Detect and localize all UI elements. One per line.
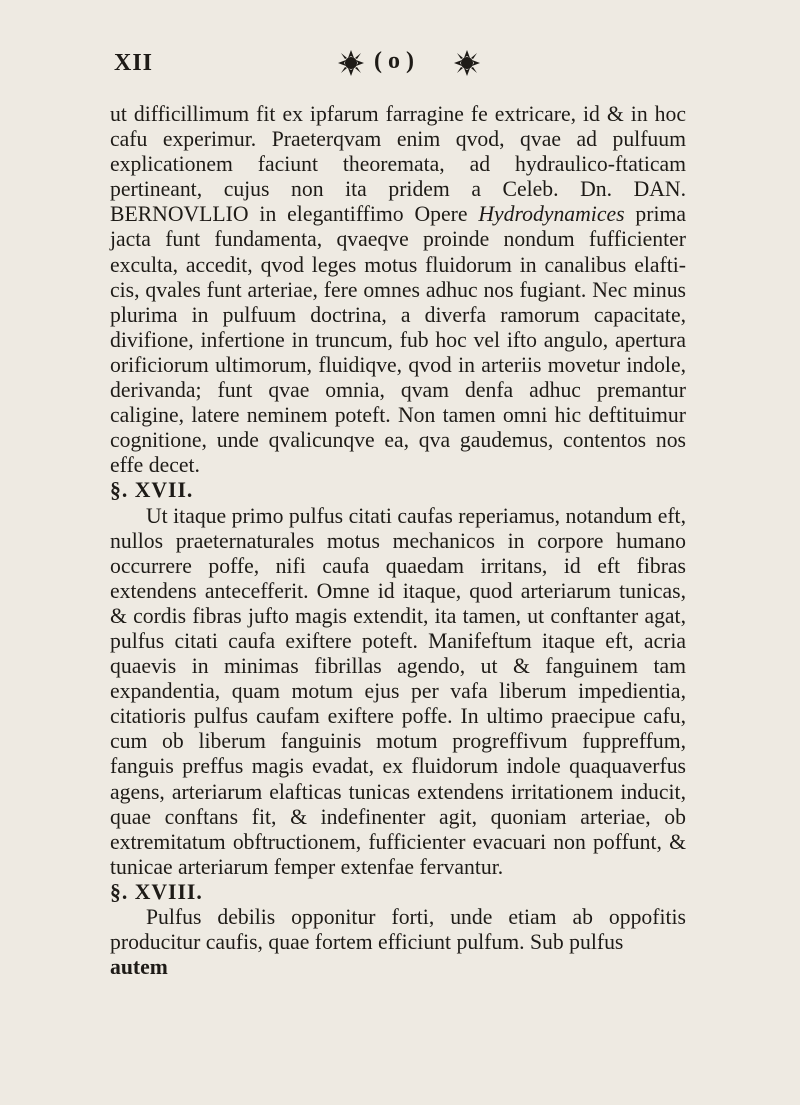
page-header [0, 44, 800, 84]
section-heading: §. XVIII. [110, 879, 203, 904]
paragraph: Ut itaque primo pulfus citati caufas reperiamus, notandum eft, nullos praeternaturales motus mechanicos in corpore humano occurrere poffe, nifi caufa quaedam irritans, id eft fibras extendens antecefferit. Omne id itaque, quod arteriarum tunicas, & cordis fibras jufto magis extendit, ita tamen, ut conftanter agat, pulfus citati caufa exiftere poteft. Manifeftum itaque eft, acria quaevis in minimas fibrillas agendo, ut & fanguinem tam expandentia, quam motum ejus per vafa liberum impedientia, citatioris pulfus caufam exiftere poffe. In ultimo praecipue cafu, cum ob liberum fanguinis motum progreffivum fuppreffum, fanguis preffus magis evadat, ex fluidorum indole quaquaverfus agens, arteriarum elafticas tunicas extendens irritationem inducit, quae conftans fit, & indefinenter agit, quoniam arteriae, ob extremitatum obftructionem, fufficienter evacuari non poffunt, & tunicae arteriarum femper extenfae fervantur. [110, 503, 686, 879]
fleuron-ornament-icon [336, 48, 366, 78]
page-number: XII [114, 50, 154, 76]
body-text [110, 102, 686, 980]
paragraph: Pulfus debilis opponitur forti, unde etiam ab oppofitis producitur caufis, quae fortem efficiunt pulfum. Sub pulfus [110, 905, 686, 955]
paragraph [110, 102, 686, 478]
paragraph-text: prima jacta funt fundamenta, qvaeqve proinde nondum fufficienter exculta, accedit, qvod leges motus fluidorum in canalibus elafticis, qvales funt arteriae, fere omnes adhuc nos fugiant. Nec minus plurima in pulfuum doctrina, a diverfa ramorum capacitate, divifione, infertione in truncum, fub hoc vel ifto angulo, apertura orificiorum ultimorum, fluidiqve, qvod in arteriis movetur indole, derivanda; funt qvae omnia, qvam denfa adhuc premantur caligine, latere neminem poteft. Non tamen omni hic deftituimur cognitione, unde qvalicunqve ea, qva gaudemus, contentos nos effe decet. [110, 202, 687, 478]
section-heading: §. XVII. [110, 478, 194, 503]
fleuron-ornament-icon [452, 48, 482, 78]
italic-title: Hydrodynamices [478, 202, 625, 227]
catchword: autem [110, 955, 168, 980]
header-center-mark: ( o ) [374, 48, 414, 74]
paragraph-text: ut difficillimum fit ex ipfarum farragine fe extricare, id & in hoc cafu experimur. Praeterqvam enim qvod, qvae ad pulfuum explicationem faciunt theoremata, ad hydraulico-ftaticam pertineant, cujus non ita pridem a Celeb. Dn. DAN. BERNOVLLIO in elegantiffimo Opere [110, 102, 686, 227]
